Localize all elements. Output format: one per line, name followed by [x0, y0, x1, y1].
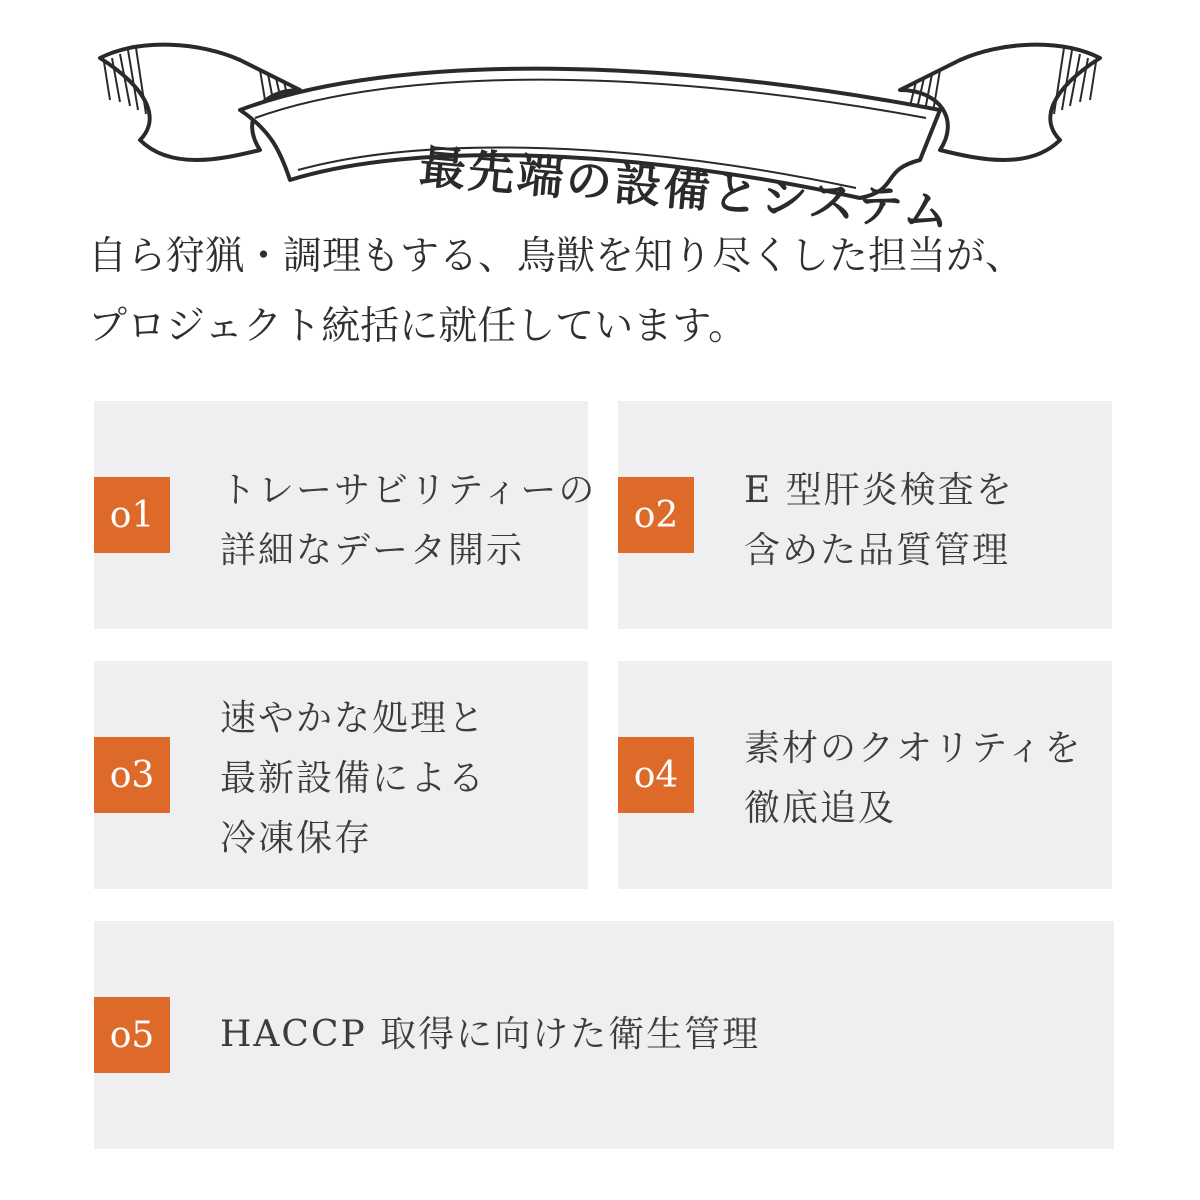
feature-number-badge: o1 [94, 477, 170, 553]
feature-number-badge: o3 [94, 737, 170, 813]
feature-line: 含めた品質管理 [744, 530, 1011, 571]
feature-text [744, 719, 1082, 839]
intro-line: 自ら狩猟・調理もする、鳥獣を知り尽くした担当が、 [88, 234, 1025, 279]
ribbon-banner [80, 30, 1120, 240]
feature-text [220, 1005, 760, 1065]
feature-number-badge: o5 [94, 997, 170, 1073]
banner-title: 最先端の設備とシステム [417, 139, 955, 240]
feature-card-04 [618, 661, 1112, 889]
feature-text [220, 461, 596, 581]
feature-text [744, 461, 1014, 581]
intro-line: プロジェクト統括に就任しています。 [88, 304, 748, 349]
feature-number-badge: o2 [618, 477, 694, 553]
feature-text [220, 689, 486, 869]
feature-card-05 [94, 921, 1114, 1149]
feature-line: 素材のクオリティを [744, 728, 1083, 769]
feature-line: 冷凍保存 [220, 818, 373, 859]
feature-card-03 [94, 661, 588, 889]
feature-line: 詳細なデータ開示 [220, 530, 525, 571]
feature-line: HACCP 取得に向けた衛生管理 [220, 1014, 761, 1055]
intro-text [88, 222, 1128, 362]
feature-line: トレーサビリティーの [220, 470, 597, 511]
feature-card-02 [618, 401, 1112, 629]
feature-line: 最新設備による [220, 758, 487, 799]
feature-card-01 [94, 401, 597, 629]
feature-line: E 型肝炎検査を [744, 470, 1014, 511]
feature-line: 徹底追及 [744, 788, 897, 829]
feature-line: 速やかな処理と [220, 698, 487, 739]
feature-number-badge: o4 [618, 737, 694, 813]
